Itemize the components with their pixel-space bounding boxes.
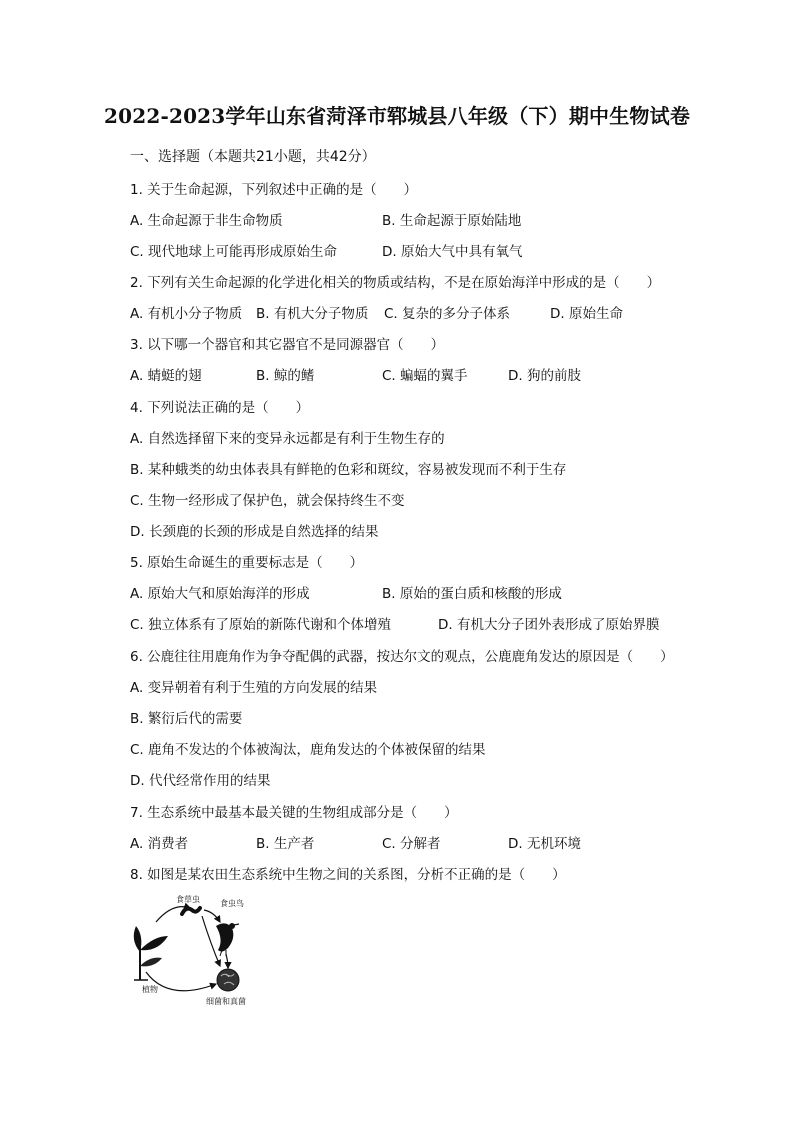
q1-option-b: B. 生命起源于原始陆地 (382, 213, 522, 229)
q4-option-c: C. 生物一经形成了保护色，就会保持终生不变 (130, 493, 405, 509)
q1-option-c: C. 现代地球上可能再形成原始生命 (130, 244, 338, 260)
q3-option-b: B. 鲸的鳍 (256, 368, 315, 384)
arrow-insect-to-decomposer (202, 916, 220, 966)
question-6: 6. 公鹿往往用鹿角作为争夺配偶的武器，按达尔文的观点，公鹿鹿角发达的原因是（ ） (130, 649, 674, 665)
q3-option-d: D. 狗的前肢 (508, 368, 581, 384)
arrow-insect-to-bird (204, 910, 220, 922)
question-4: 4. 下列说法正确的是（ ） (130, 400, 310, 416)
q7-option-c: C. 分解者 (382, 836, 441, 852)
label-decomposer: 细菌和真菌 (206, 997, 246, 1006)
q5-option-c: C. 独立体系有了原始的新陈代谢和个体增殖 (130, 617, 392, 633)
question-5: 5. 原始生命诞生的重要标志是（ ） (130, 555, 364, 571)
plant-icon (134, 926, 168, 980)
q2-option-d: D. 原始生命 (550, 306, 623, 322)
q2-option-b: B. 有机大分子物质 (256, 306, 369, 322)
q4-option-b: B. 某种蛾类的幼虫体表具有鲜艳的色彩和斑纹，容易被发现而不利于生存 (130, 462, 567, 478)
question-8: 8. 如图是某农田生态系统中生物之间的关系图，分析不正确的是（ ） (130, 867, 566, 883)
q5-option-b: B. 原始的蛋白质和核酸的形成 (382, 586, 562, 602)
insect-icon (182, 908, 200, 914)
q6-option-c: C. 鹿角不发达的个体被淘汰，鹿角发达的个体被保留的结果 (130, 742, 486, 758)
food-web-diagram (128, 892, 258, 1012)
q7-option-d: D. 无机环境 (508, 836, 581, 852)
question-1: 1. 关于生命起源，下列叙述中正确的是（ ） (130, 182, 418, 198)
q4-option-a: A. 自然选择留下来的变异永远都是有利于生物生存的 (130, 431, 445, 447)
q4-option-d: D. 长颈鹿的长颈的形成是自然选择的结果 (130, 524, 379, 540)
question-7: 7. 生态系统中最基本最关键的生物组成部分是（ ） (130, 805, 458, 821)
label-bird: 食虫鸟 (220, 899, 244, 908)
arrow-bird-to-decomposer (226, 954, 228, 968)
label-plant: 植物 (142, 985, 158, 994)
q6-option-d: D. 代代经常作用的结果 (130, 773, 271, 789)
q7-option-b: B. 生产者 (256, 836, 315, 852)
label-insect: 食草虫 (176, 895, 200, 904)
question-3: 3. 以下哪一个器官和其它器官不是同源器官（ ） (130, 337, 445, 353)
page-title: 2022-2023学年山东省菏泽市郓城县八年级（下）期中生物试卷 (103, 104, 691, 128)
q2-option-a: A. 有机小分子物质 (130, 306, 243, 322)
q5-option-d: D. 有机大分子团外表形成了原始界膜 (438, 617, 660, 633)
question-2: 2. 下列有关生命起源的化学进化相关的物质或结构，不是在原始海洋中形成的是（ ） (130, 275, 661, 291)
q3-option-a: A. 蜻蜓的翅 (130, 368, 202, 384)
q5-option-a: A. 原始大气和原始海洋的形成 (130, 586, 310, 602)
q6-option-a: A. 变异朝着有利于生殖的方向发展的结果 (130, 680, 378, 696)
q1-option-a: A. 生命起源于非生命物质 (130, 213, 283, 229)
q6-option-b: B. 繁衍后代的需要 (130, 711, 243, 727)
q7-option-a: A. 消费者 (130, 836, 189, 852)
decomposer-icon (217, 969, 239, 991)
section-heading: 一、选择题（本题共21小题，共42分） (130, 149, 376, 165)
q3-option-c: C. 蝙蝠的翼手 (382, 368, 468, 384)
bird-icon (216, 923, 239, 956)
q1-option-d: D. 原始大气中具有氧气 (382, 244, 523, 260)
q2-option-c: C. 复杂的多分子体系 (384, 306, 511, 322)
